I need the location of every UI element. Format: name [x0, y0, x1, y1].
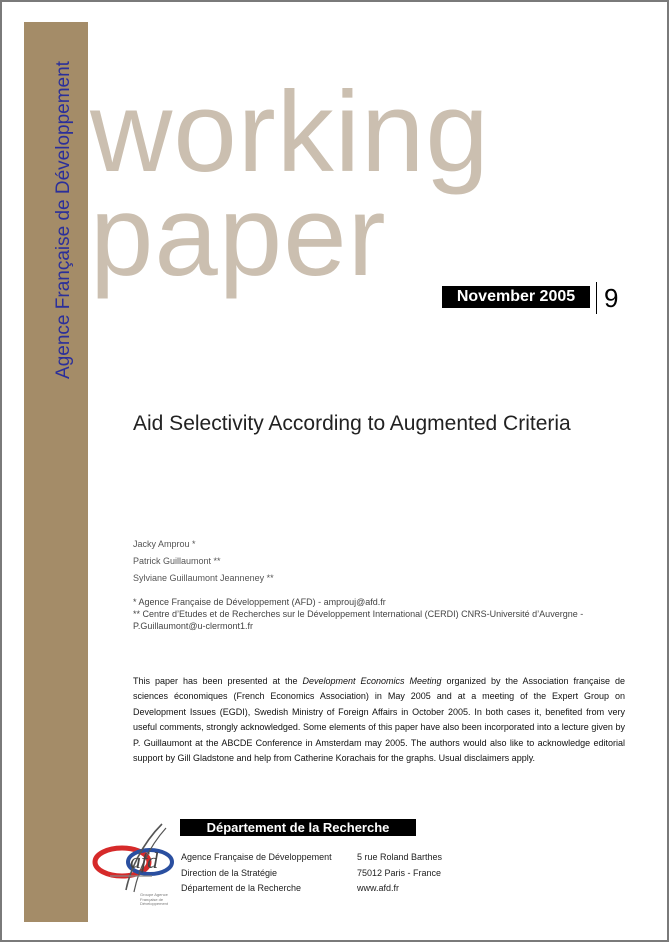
affiliation-afd: * Agence Française de Développement (AFD) - amprouj@afd.fr [133, 597, 386, 607]
logo-caption: Groupe Agence Française de Développement [140, 892, 169, 907]
footer-address-column [357, 850, 442, 897]
affiliations [133, 596, 593, 632]
abstract-text: organized by the Association française de sciences économiques (French Economics Association) in May 2005 and at a meeting of the Expert Group on Development Issues (EGDI), Swedish Ministry of Foreign Affairs in October 2005. In both cases it, benefited from very useful comments, strongly acknowledged. Some elements of this paper have also been incorporated into a lecture given by P. Guillaumont at the ABCDE Conference in Amsterdam may 2005. The authors would also like to acknowledge editorial support by Gill Gladstone and help from Catherine Korachais for the graphs. Usual disclaimers apply. [133, 676, 625, 764]
issue-number: 9 [604, 283, 619, 313]
author-name: Jacky Amprou * [133, 539, 196, 549]
svg-text:afd: afd [130, 848, 159, 873]
series-word-paper: paper [90, 173, 387, 300]
footer-website[interactable]: www.afd.fr [357, 883, 400, 893]
footer-line: Agence Française de Développement [181, 852, 332, 862]
series-word-working: working [90, 69, 490, 196]
abstract-paragraph [133, 674, 625, 766]
afd-logo [90, 820, 182, 914]
footer-line: Direction de la Stratégie [181, 867, 278, 878]
issue-separator [596, 282, 597, 314]
footer-line: 5 rue Roland Barthes [357, 852, 443, 862]
author-list [133, 536, 274, 587]
paper-title: Aid Selectivity According to Augmented Criteria [133, 412, 571, 435]
afd-logo-mark [90, 820, 182, 896]
author-name: Patrick Guillaumont ** [133, 556, 221, 566]
abstract-meeting-name: Development Economics Meeting [302, 676, 442, 686]
side-publisher-text: Agence Française de Développement [53, 61, 74, 379]
footer-line: Département de la Recherche [181, 883, 302, 893]
footer-org-column [181, 850, 332, 897]
footer-line: 75012 Paris - France [357, 867, 442, 878]
department-banner: Département de la Recherche [180, 819, 416, 836]
abstract-text: This paper has been presented at the [133, 676, 303, 686]
date-badge: November 2005 [442, 286, 590, 308]
affiliation-cerdi: ** Centre d’Etudes et de Recherches sur le Développement International (CERDI) CNRS-Université d’Auvergne - P.Guillaumont@u-clermont1.fr [133, 609, 584, 631]
author-name: Sylviane Guillaumont Jeanneney ** [133, 573, 274, 583]
